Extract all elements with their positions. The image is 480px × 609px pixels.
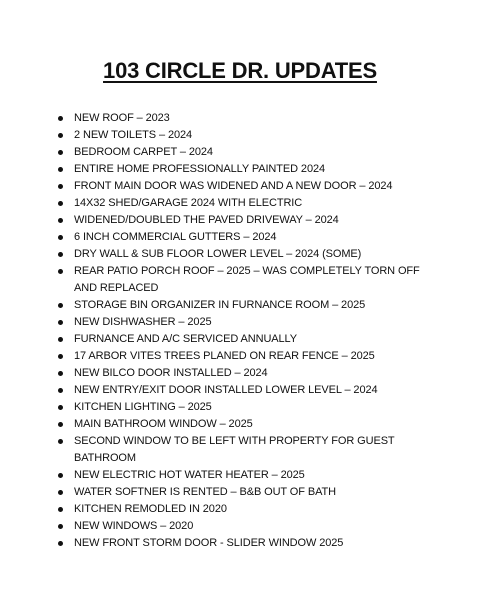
bullet-icon	[58, 354, 63, 359]
bullet-icon	[58, 541, 63, 546]
list-item	[0, 501, 480, 518]
list-item	[0, 314, 480, 331]
bullet-icon	[58, 133, 63, 138]
list-item-text: WATER SOFTNER IS RENTED – B&B OUT OF BATH	[74, 486, 336, 498]
bullet-icon	[58, 218, 63, 223]
list-item	[0, 518, 480, 535]
bullet-icon	[58, 303, 63, 308]
list-item	[0, 416, 480, 433]
list-item	[0, 297, 480, 314]
bullet-icon	[58, 116, 63, 121]
list-item-text: NEW ELECTRIC HOT WATER HEATER – 2025	[74, 469, 305, 481]
list-item	[0, 263, 480, 297]
bullet-icon	[58, 201, 63, 206]
list-item	[0, 535, 480, 552]
list-item	[0, 433, 480, 467]
list-item-text: NEW FRONT STORM DOOR - SLIDER WINDOW 2025	[74, 537, 344, 549]
list-item-text: WIDENED/DOUBLED THE PAVED DRIVEWAY – 2024	[74, 214, 339, 226]
list-item-text: 2 NEW TOILETS – 2024	[74, 129, 193, 141]
list-item-text: NEW ENTRY/EXIT DOOR INSTALLED LOWER LEVEL – 2024	[74, 384, 378, 396]
bullet-icon	[58, 167, 63, 172]
list-item	[0, 348, 480, 365]
bullet-icon	[58, 405, 63, 410]
list-item-text: MAIN BATHROOM WINDOW – 2025	[74, 418, 253, 430]
list-item-text: REAR PATIO PORCH ROOF – 2025 – WAS COMPLETELY TORN OFF AND REPLACED	[74, 265, 420, 294]
list-item	[0, 365, 480, 382]
list-item	[0, 467, 480, 484]
list-item	[0, 212, 480, 229]
bullet-icon	[58, 252, 63, 257]
list-item-text: KITCHEN REMODLED IN 2020	[74, 503, 227, 515]
list-item	[0, 178, 480, 195]
bullet-icon	[58, 439, 63, 444]
bullet-icon	[58, 524, 63, 529]
list-item-text: DRY WALL & SUB FLOOR LOWER LEVEL – 2024 (SOME)	[74, 248, 362, 260]
list-item-text: NEW BILCO DOOR INSTALLED – 2024	[74, 367, 268, 379]
list-item-text: STORAGE BIN ORGANIZER IN FURNANCE ROOM – 2025	[74, 299, 366, 311]
list-item-text: 17 ARBOR VITES TREES PLANED ON REAR FENCE – 2025	[74, 350, 375, 362]
list-item-text: BEDROOM CARPET – 2024	[74, 146, 213, 158]
bullet-icon	[58, 388, 63, 393]
list-item-text: SECOND WINDOW TO BE LEFT WITH PROPERTY FOR GUEST BATHROOM	[74, 435, 395, 464]
bullet-icon	[58, 507, 63, 512]
list-item	[0, 195, 480, 212]
list-item-text: NEW ROOF – 2023	[74, 112, 170, 124]
list-item	[0, 161, 480, 178]
bullet-icon	[58, 490, 63, 495]
bullet-icon	[58, 422, 63, 427]
list-item-text: 14X32 SHED/GARAGE 2024 WITH ELECTRIC	[74, 197, 303, 209]
page-title: 103 CIRCLE DR. UPDATES	[103, 58, 377, 83]
updates-list	[0, 110, 480, 552]
list-item-text: 6 INCH COMMERCIAL GUTTERS – 2024	[74, 231, 277, 243]
bullet-icon	[58, 473, 63, 478]
list-item-text: KITCHEN LIGHTING – 2025	[74, 401, 212, 413]
bullet-icon	[58, 269, 63, 274]
list-item	[0, 144, 480, 161]
bullet-icon	[58, 371, 63, 376]
list-item-text: NEW DISHWASHER – 2025	[74, 316, 212, 328]
bullet-icon	[58, 184, 63, 189]
bullet-icon	[58, 320, 63, 325]
list-item	[0, 382, 480, 399]
list-item	[0, 484, 480, 501]
list-item-text: NEW WINDOWS – 2020	[74, 520, 194, 532]
list-item-text: ENTIRE HOME PROFESSIONALLY PAINTED 2024	[74, 163, 326, 175]
list-item-text: FURNANCE AND A/C SERVICED ANNUALLY	[74, 333, 297, 345]
list-item-text: FRONT MAIN DOOR WAS WIDENED AND A NEW DOOR – 2024	[74, 180, 393, 192]
list-item	[0, 127, 480, 144]
list-item	[0, 246, 480, 263]
list-item	[0, 331, 480, 348]
bullet-icon	[58, 337, 63, 342]
list-item	[0, 399, 480, 416]
list-item	[0, 110, 480, 127]
list-item	[0, 229, 480, 246]
bullet-icon	[58, 235, 63, 240]
bullet-icon	[58, 150, 63, 155]
